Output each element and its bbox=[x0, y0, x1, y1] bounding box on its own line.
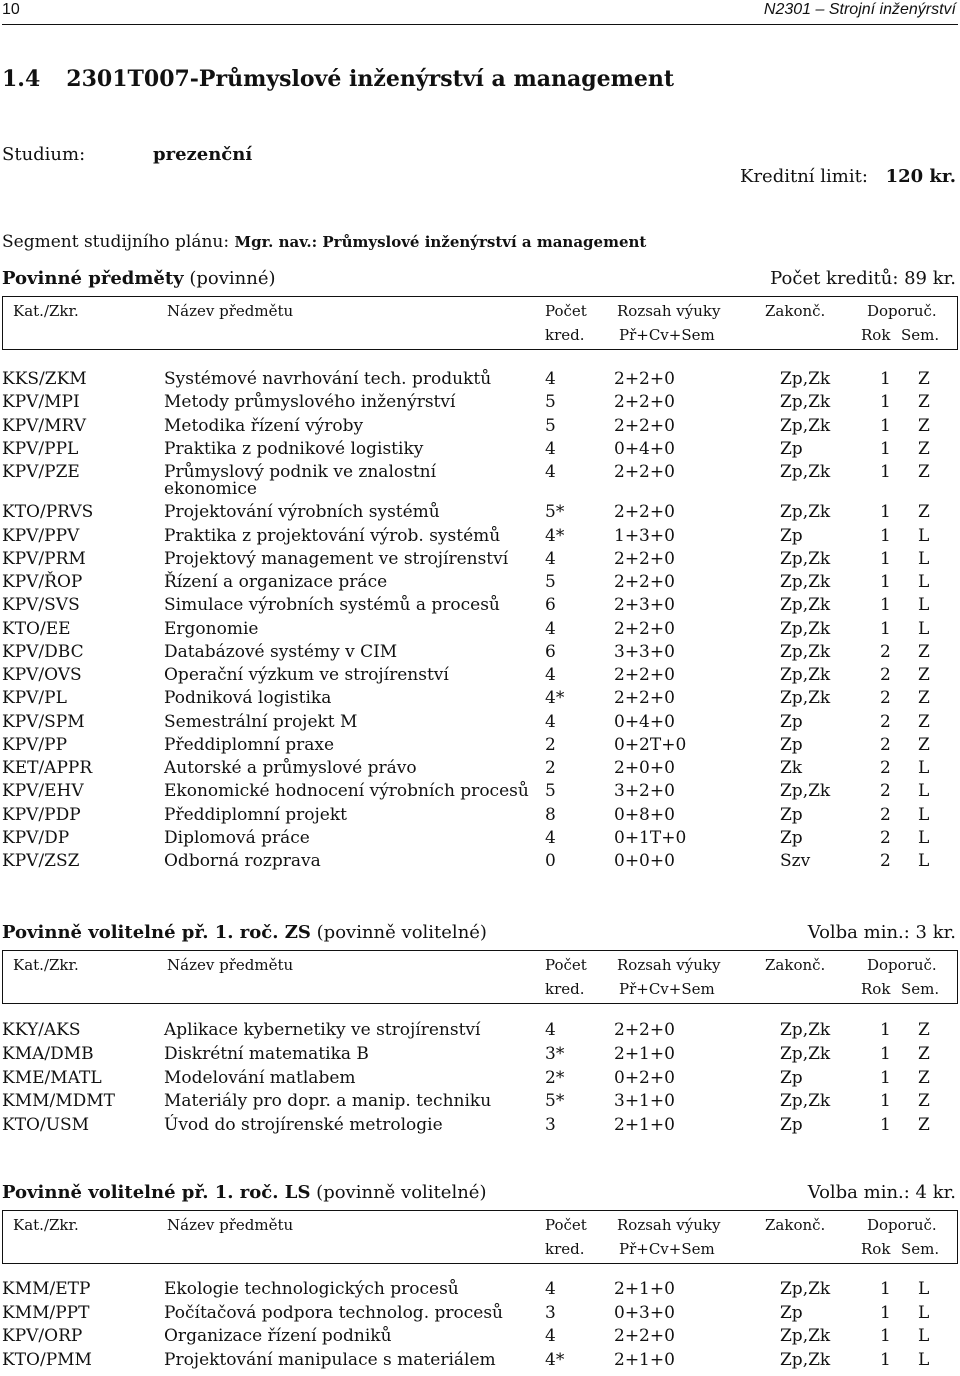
course-completion: Zp,Zk bbox=[780, 392, 831, 412]
course-credits: 3 bbox=[545, 1303, 556, 1323]
course-code: KMM/PPT bbox=[2, 1303, 90, 1323]
course-credits: 2* bbox=[545, 1068, 565, 1088]
course-hours: 2+1+0 bbox=[614, 1279, 675, 1299]
course-hours: 2+1+0 bbox=[614, 1044, 675, 1064]
group-title bbox=[2, 922, 487, 943]
course-credits: 0 bbox=[545, 851, 556, 871]
course-name: Organizace řízení podniků bbox=[164, 1326, 392, 1346]
col-code: Kat./Zkr. bbox=[13, 302, 79, 320]
course-name: Předdiplomní projekt bbox=[164, 805, 347, 825]
table-row bbox=[2, 1303, 958, 1327]
course-code: KPV/DP bbox=[2, 828, 70, 848]
course-completion: Zp bbox=[780, 828, 803, 848]
course-hours: 2+2+0 bbox=[614, 549, 675, 569]
table-row bbox=[2, 392, 958, 416]
course-hours: 2+2+0 bbox=[614, 392, 675, 412]
course-completion: Zp,Zk bbox=[780, 1350, 831, 1370]
table-row bbox=[2, 369, 958, 393]
course-year: 1 bbox=[880, 1326, 891, 1346]
table-row bbox=[2, 828, 958, 852]
course-name: Předdiplomní praxe bbox=[164, 735, 335, 755]
course-completion: Zp,Zk bbox=[780, 619, 831, 639]
table-row bbox=[2, 1279, 958, 1303]
col-name: Název předmětu bbox=[167, 1216, 294, 1234]
course-hours: 0+0+0 bbox=[614, 851, 675, 871]
course-credits: 4 bbox=[545, 665, 556, 685]
course-completion: Zp,Zk bbox=[780, 781, 831, 801]
credit-limit-value: 120 kr. bbox=[885, 166, 956, 187]
group-title-type: (povinné) bbox=[183, 268, 276, 289]
course-credits: 6 bbox=[545, 642, 556, 662]
course-credits: 3 bbox=[545, 1115, 556, 1135]
course-hours: 2+2+0 bbox=[614, 572, 675, 592]
table-row bbox=[2, 1091, 958, 1115]
course-name: Modelování matlabem bbox=[164, 1068, 356, 1088]
course-code: KKS/ZKM bbox=[2, 369, 87, 389]
col-name: Název předmětu bbox=[167, 956, 294, 974]
course-hours: 1+3+0 bbox=[614, 526, 675, 546]
course-hours: 0+8+0 bbox=[614, 805, 675, 825]
course-year: 1 bbox=[880, 1091, 891, 1111]
col-credits: Počet bbox=[545, 1216, 587, 1234]
course-year: 1 bbox=[880, 1068, 891, 1088]
course-completion: Zp,Zk bbox=[780, 549, 831, 569]
course-credits: 4 bbox=[545, 828, 556, 848]
course-year: 1 bbox=[880, 416, 891, 436]
course-code: KTO/USM bbox=[2, 1115, 90, 1135]
table-row bbox=[2, 665, 958, 689]
course-completion: Zp bbox=[780, 712, 803, 732]
course-completion: Zp bbox=[780, 805, 803, 825]
col-semester: Sem. bbox=[901, 1240, 940, 1258]
course-hours: 2+1+0 bbox=[614, 1115, 675, 1135]
course-code: KMM/MDMT bbox=[2, 1091, 116, 1111]
running-title: N2301 – Strojní inženýrství bbox=[763, 1, 956, 18]
course-year: 1 bbox=[880, 392, 891, 412]
course-year: 2 bbox=[880, 642, 891, 662]
study-value: prezenční bbox=[153, 144, 253, 165]
course-year: 2 bbox=[880, 781, 891, 801]
course-semester: Z bbox=[918, 665, 930, 685]
course-credits: 2 bbox=[545, 735, 556, 755]
course-credits: 5 bbox=[545, 572, 556, 592]
course-name: Odborná rozprava bbox=[164, 851, 321, 871]
course-code: KTO/PMM bbox=[2, 1350, 92, 1370]
course-name: Praktika z podnikové logistiky bbox=[164, 439, 424, 459]
course-year: 1 bbox=[880, 1350, 891, 1370]
table-row bbox=[2, 595, 958, 619]
course-completion: Zp bbox=[780, 526, 803, 546]
course-name: Semestrální projekt M bbox=[164, 712, 358, 732]
course-completion: Szv bbox=[780, 851, 811, 871]
col-year: Rok bbox=[861, 326, 891, 344]
col-credits: Počet bbox=[545, 302, 587, 320]
course-code: KPV/PRM bbox=[2, 549, 86, 569]
col-range: Rozsah výuky bbox=[617, 956, 721, 974]
course-hours: 0+4+0 bbox=[614, 439, 675, 459]
course-semester: L bbox=[918, 572, 930, 592]
course-code: KMM/ETP bbox=[2, 1279, 91, 1299]
course-semester: Z bbox=[918, 1068, 930, 1088]
course-year: 2 bbox=[880, 735, 891, 755]
page-number: 10 bbox=[2, 1, 20, 18]
segment-line bbox=[2, 232, 646, 252]
course-name: Simulace výrobních systémů a procesů bbox=[164, 595, 500, 615]
course-name: Diplomová práce bbox=[164, 828, 310, 848]
group-title-main: Povinné předměty bbox=[2, 268, 184, 289]
course-hours: 2+2+0 bbox=[614, 416, 675, 436]
course-semester: L bbox=[918, 758, 930, 778]
course-year: 1 bbox=[880, 369, 891, 389]
course-code: KPV/SPM bbox=[2, 712, 85, 732]
course-name: Operační výzkum ve strojírenství bbox=[164, 665, 449, 685]
course-completion: Zp,Zk bbox=[780, 688, 831, 708]
table-row bbox=[2, 1068, 958, 1092]
group-title-type: (povinně volitelné) bbox=[310, 1182, 487, 1203]
course-completion: Zp bbox=[780, 439, 803, 459]
course-hours: 2+0+0 bbox=[614, 758, 675, 778]
course-year: 2 bbox=[880, 851, 891, 871]
course-name: Průmyslový podnik ve znalostní bbox=[164, 462, 437, 482]
course-semester: Z bbox=[918, 688, 930, 708]
course-hours: 2+2+0 bbox=[614, 619, 675, 639]
table-row bbox=[2, 781, 958, 805]
course-completion: Zp,Zk bbox=[780, 1279, 831, 1299]
course-hours: 2+2+0 bbox=[614, 369, 675, 389]
course-hours: 2+2+0 bbox=[614, 462, 675, 482]
course-code: KPV/PPL bbox=[2, 439, 79, 459]
course-credits: 4 bbox=[545, 1020, 556, 1040]
course-code: KKY/AKS bbox=[2, 1020, 81, 1040]
course-semester: L bbox=[918, 549, 930, 569]
col-recommended: Doporuč. bbox=[867, 1216, 937, 1234]
course-semester: L bbox=[918, 595, 930, 615]
course-year: 1 bbox=[880, 1279, 891, 1299]
course-credits: 4 bbox=[545, 369, 556, 389]
course-hours: 0+4+0 bbox=[614, 712, 675, 732]
table-row bbox=[2, 758, 958, 782]
table-row bbox=[2, 462, 958, 499]
course-name: Počítačová podpora technolog. procesů bbox=[164, 1303, 503, 1323]
course-completion: Zp bbox=[780, 735, 803, 755]
course-credits: 2 bbox=[545, 758, 556, 778]
col-year: Rok bbox=[861, 980, 891, 998]
course-year: 1 bbox=[880, 619, 891, 639]
course-credits: 4 bbox=[545, 712, 556, 732]
course-code: KPV/PDP bbox=[2, 805, 81, 825]
course-year: 2 bbox=[880, 688, 891, 708]
course-completion: Zp,Zk bbox=[780, 369, 831, 389]
course-hours: 2+2+0 bbox=[614, 502, 675, 522]
course-code: KPV/PPV bbox=[2, 526, 80, 546]
course-semester: L bbox=[918, 851, 930, 871]
course-completion: Zk bbox=[780, 758, 803, 778]
col-code: Kat./Zkr. bbox=[13, 1216, 79, 1234]
course-code: KPV/PP bbox=[2, 735, 68, 755]
group-credit-summary: Počet kreditů: 89 kr. bbox=[770, 268, 956, 289]
table-row bbox=[2, 502, 958, 526]
course-hours: 0+3+0 bbox=[614, 1303, 675, 1323]
course-name: Materiály pro dopr. a manip. techniku bbox=[164, 1091, 492, 1111]
course-year: 1 bbox=[880, 1303, 891, 1323]
course-code: KPV/OVS bbox=[2, 665, 82, 685]
course-year: 2 bbox=[880, 712, 891, 732]
course-name: Metody průmyslového inženýrství bbox=[164, 392, 456, 412]
course-code: KTO/PRVS bbox=[2, 502, 94, 522]
section-title: 2301T007-Průmyslové inženýrství a management bbox=[66, 66, 675, 92]
col-year: Rok bbox=[861, 1240, 891, 1258]
course-semester: Z bbox=[918, 1020, 930, 1040]
table-row bbox=[2, 712, 958, 736]
course-semester: L bbox=[918, 1279, 930, 1299]
course-credits: 4* bbox=[545, 1350, 565, 1370]
course-hours: 0+2T+0 bbox=[614, 735, 687, 755]
group-title-main: Povinně volitelné př. 1. roč. ZS bbox=[2, 922, 311, 943]
course-year: 1 bbox=[880, 439, 891, 459]
course-hours: 3+3+0 bbox=[614, 642, 675, 662]
course-year: 2 bbox=[880, 805, 891, 825]
course-code: KMA/DMB bbox=[2, 1044, 94, 1064]
course-year: 1 bbox=[880, 526, 891, 546]
study-label: Studium: bbox=[2, 144, 86, 165]
course-code: KPV/EHV bbox=[2, 781, 84, 801]
course-year: 1 bbox=[880, 572, 891, 592]
course-hours: 0+1T+0 bbox=[614, 828, 687, 848]
course-completion: Zp,Zk bbox=[780, 462, 831, 482]
course-credits: 4* bbox=[545, 688, 565, 708]
course-code: KTO/EE bbox=[2, 619, 71, 639]
course-semester: Z bbox=[918, 439, 930, 459]
course-name: Ekologie technologických procesů bbox=[164, 1279, 459, 1299]
table-row bbox=[2, 526, 958, 550]
group-title-type: (povinně volitelné) bbox=[310, 922, 487, 943]
table-header bbox=[2, 1210, 958, 1264]
course-code: KPV/ORP bbox=[2, 1326, 83, 1346]
course-year: 1 bbox=[880, 595, 891, 615]
table-row bbox=[2, 439, 958, 463]
course-completion: Zp bbox=[780, 1303, 803, 1323]
col-name: Název předmětu bbox=[167, 302, 294, 320]
table-row bbox=[2, 549, 958, 573]
course-code: KPV/MRV bbox=[2, 416, 87, 436]
course-credits: 4 bbox=[545, 549, 556, 569]
table-row bbox=[2, 572, 958, 596]
course-credits: 5 bbox=[545, 416, 556, 436]
course-name: Systémové navrhování tech. produktů bbox=[164, 369, 492, 389]
course-year: 1 bbox=[880, 462, 891, 482]
group-title bbox=[2, 1182, 486, 1203]
course-name: Autorské a průmyslové právo bbox=[164, 758, 417, 778]
course-name: Aplikace kybernetiky ve strojírenství bbox=[164, 1020, 481, 1040]
course-code: KPV/PL bbox=[2, 688, 67, 708]
col-range: Rozsah výuky bbox=[617, 1216, 721, 1234]
course-semester: Z bbox=[918, 369, 930, 389]
course-semester: Z bbox=[918, 462, 930, 482]
course-hours: 0+2+0 bbox=[614, 1068, 675, 1088]
course-completion: Zp,Zk bbox=[780, 572, 831, 592]
course-semester: L bbox=[918, 619, 930, 639]
col-credits-unit: kred. bbox=[545, 980, 585, 998]
course-completion: Zp,Zk bbox=[780, 1044, 831, 1064]
col-credits-unit: kred. bbox=[545, 326, 585, 344]
course-code: KPV/PZE bbox=[2, 462, 80, 482]
course-credits: 5 bbox=[545, 392, 556, 412]
course-year: 2 bbox=[880, 758, 891, 778]
course-semester: Z bbox=[918, 1044, 930, 1064]
course-year: 2 bbox=[880, 665, 891, 685]
course-code: KPV/SVS bbox=[2, 595, 80, 615]
col-range-unit: Př+Cv+Sem bbox=[619, 980, 715, 998]
course-semester: Z bbox=[918, 735, 930, 755]
col-semester: Sem. bbox=[901, 326, 940, 344]
course-credits: 4 bbox=[545, 439, 556, 459]
section-number: 1.4 bbox=[2, 66, 41, 92]
course-completion: Zp,Zk bbox=[780, 1326, 831, 1346]
group-title-main: Povinně volitelné př. 1. roč. LS bbox=[2, 1182, 311, 1203]
table-row bbox=[2, 1350, 958, 1374]
course-completion: Zp,Zk bbox=[780, 502, 831, 522]
course-semester: Z bbox=[918, 1115, 930, 1135]
col-range-unit: Př+Cv+Sem bbox=[619, 1240, 715, 1258]
section-heading bbox=[2, 66, 674, 92]
table-row bbox=[2, 1115, 958, 1139]
col-range: Rozsah výuky bbox=[617, 302, 721, 320]
segment-value: Mgr. nav.: Průmyslové inženýrství a management bbox=[234, 233, 647, 251]
course-semester: Z bbox=[918, 642, 930, 662]
group-credit-summary: Volba min.: 3 kr. bbox=[807, 922, 956, 943]
course-hours: 3+1+0 bbox=[614, 1091, 675, 1111]
table-row bbox=[2, 851, 958, 875]
group-credit-summary: Volba min.: 4 kr. bbox=[807, 1182, 956, 1203]
course-semester: Z bbox=[918, 502, 930, 522]
table-row bbox=[2, 1326, 958, 1350]
header-rule bbox=[2, 24, 958, 25]
course-code: KPV/MPI bbox=[2, 392, 80, 412]
course-year: 1 bbox=[880, 1115, 891, 1135]
course-name: Projektování manipulace s materiálem bbox=[164, 1350, 496, 1370]
course-name-continued: ekonomice bbox=[164, 479, 257, 499]
course-completion: Zp,Zk bbox=[780, 1091, 831, 1111]
course-name: Projektový management ve strojírenství bbox=[164, 549, 509, 569]
table-row bbox=[2, 1044, 958, 1068]
course-credits: 4 bbox=[545, 619, 556, 639]
col-exam: Zakonč. bbox=[765, 1216, 826, 1234]
course-credits: 4 bbox=[545, 1326, 556, 1346]
course-credits: 5 bbox=[545, 781, 556, 801]
course-name: Úvod do strojírenské metrologie bbox=[164, 1115, 443, 1135]
credit-limit-label: Kreditní limit: bbox=[740, 166, 868, 187]
course-semester: L bbox=[918, 805, 930, 825]
course-semester: L bbox=[918, 1303, 930, 1323]
course-credits: 8 bbox=[545, 805, 556, 825]
course-name: Podniková logistika bbox=[164, 688, 332, 708]
table-row bbox=[2, 688, 958, 712]
course-semester: Z bbox=[918, 416, 930, 436]
course-completion: Zp bbox=[780, 1068, 803, 1088]
segment-label: Segment studijního plánu: bbox=[2, 232, 230, 252]
course-year: 1 bbox=[880, 549, 891, 569]
course-semester: L bbox=[918, 781, 930, 801]
course-hours: 3+2+0 bbox=[614, 781, 675, 801]
course-completion: Zp bbox=[780, 1115, 803, 1135]
course-name: Řízení a organizace práce bbox=[164, 572, 388, 592]
course-completion: Zp,Zk bbox=[780, 595, 831, 615]
table-row bbox=[2, 619, 958, 643]
course-code: KME/MATL bbox=[2, 1068, 102, 1088]
course-year: 2 bbox=[880, 828, 891, 848]
course-completion: Zp,Zk bbox=[780, 665, 831, 685]
course-year: 1 bbox=[880, 1044, 891, 1064]
course-name: Metodika řízení výroby bbox=[164, 416, 364, 436]
col-credits: Počet bbox=[545, 956, 587, 974]
course-semester: Z bbox=[918, 1091, 930, 1111]
course-code: KPV/DBC bbox=[2, 642, 84, 662]
course-completion: Zp,Zk bbox=[780, 642, 831, 662]
col-credits-unit: kred. bbox=[545, 1240, 585, 1258]
course-credits: 4 bbox=[545, 462, 556, 482]
course-name: Ekonomické hodnocení výrobních procesů bbox=[164, 781, 529, 801]
course-semester: L bbox=[918, 828, 930, 848]
course-name: Databázové systémy v CIM bbox=[164, 642, 398, 662]
table-header bbox=[2, 950, 958, 1004]
col-semester: Sem. bbox=[901, 980, 940, 998]
col-exam: Zakonč. bbox=[765, 956, 826, 974]
course-semester: Z bbox=[918, 712, 930, 732]
course-hours: 2+2+0 bbox=[614, 688, 675, 708]
course-hours: 2+2+0 bbox=[614, 665, 675, 685]
course-name: Projektování výrobních systémů bbox=[164, 502, 440, 522]
col-recommended: Doporuč. bbox=[867, 302, 937, 320]
course-name: Ergonomie bbox=[164, 619, 259, 639]
course-year: 1 bbox=[880, 1020, 891, 1040]
course-name: Diskrétní matematika B bbox=[164, 1044, 369, 1064]
course-hours: 2+3+0 bbox=[614, 595, 675, 615]
course-hours: 2+2+0 bbox=[614, 1020, 675, 1040]
course-code: KPV/ZSZ bbox=[2, 851, 80, 871]
course-completion: Zp,Zk bbox=[780, 1020, 831, 1040]
course-credits: 5* bbox=[545, 1091, 565, 1111]
course-credits: 3* bbox=[545, 1044, 565, 1064]
course-code: KPV/ŘOP bbox=[2, 572, 83, 592]
col-exam: Zakonč. bbox=[765, 302, 826, 320]
course-credits: 5* bbox=[545, 502, 565, 522]
col-recommended: Doporuč. bbox=[867, 956, 937, 974]
course-credits: 4* bbox=[545, 526, 565, 546]
course-name: Praktika z projektování výrob. systémů bbox=[164, 526, 501, 546]
course-completion: Zp,Zk bbox=[780, 416, 831, 436]
course-semester: L bbox=[918, 526, 930, 546]
table-row bbox=[2, 1020, 958, 1044]
course-hours: 2+1+0 bbox=[614, 1350, 675, 1370]
course-credits: 6 bbox=[545, 595, 556, 615]
table-header bbox=[2, 296, 958, 350]
course-hours: 2+2+0 bbox=[614, 1326, 675, 1346]
course-credits: 4 bbox=[545, 1279, 556, 1299]
col-range-unit: Př+Cv+Sem bbox=[619, 326, 715, 344]
table-row bbox=[2, 642, 958, 666]
table-row bbox=[2, 416, 958, 440]
table-row bbox=[2, 805, 958, 829]
course-code: KET/APPR bbox=[2, 758, 93, 778]
col-code: Kat./Zkr. bbox=[13, 956, 79, 974]
table-row bbox=[2, 735, 958, 759]
course-semester: Z bbox=[918, 392, 930, 412]
course-semester: L bbox=[918, 1326, 930, 1346]
group-title bbox=[2, 268, 276, 289]
course-semester: L bbox=[918, 1350, 930, 1370]
course-year: 1 bbox=[880, 502, 891, 522]
